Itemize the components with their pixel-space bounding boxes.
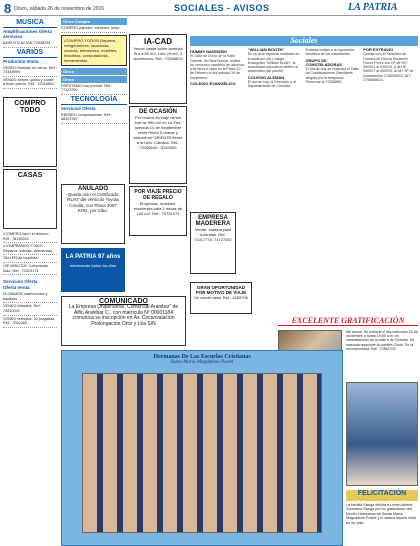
iacad-ad	[129, 34, 187, 104]
ocasion-title: DE OCASIÓN	[138, 109, 177, 115]
anulado-text: Queda nulo el Certificado RUAT del vehículo Toyota Corolla, con Placa 3007 KHG, por robo.	[67, 192, 119, 213]
article-text: El día de hoy se realizará el Taller de Constelaciones Familiares dirigido por la terapeuta. Reservas al 72365880.	[305, 67, 360, 85]
article-title: COLEGIO EVANGÉLICO “WILLIAM BOOTH”	[190, 48, 285, 87]
iacad-text: Vendo casas sobre avenida Sur a 55 m2. Lote 20 m2, 3 dormitorios. Ref.: 72596623	[133, 46, 183, 61]
graduation-group-photo	[82, 373, 322, 533]
graduation-subtitle: Santa María Magdalena Postel	[170, 360, 234, 365]
promo-title: LA PATRIA 97 años	[65, 254, 121, 260]
empresa-title: EMPRESA MADERERA	[195, 215, 231, 227]
article-text: En su acto especial realizado en el auditorio del Colegio Evangélico “William Booth”, la comunidad educativa celebró el aniversario del plantel.	[247, 52, 300, 74]
comunicado-text: La Empresa Unipersonal “Comercial Aranibar” de Alfio Aranibar C., con matrícula Nº 00001184 comunica su inscripción en Av. Circunvalación Prolongación Ortiz y Lira S/N	[68, 303, 179, 328]
sociales-articles	[190, 48, 418, 278]
page-header	[0, 0, 420, 16]
compro-todo-ad	[3, 97, 57, 167]
article-title: COLEGIO ALEMÁN	[247, 74, 285, 80]
classified-ad: ¡COMPRO lote!! el término. Ref.: 78130001	[3, 231, 57, 243]
anulado-title: ANULADO	[78, 186, 108, 192]
classified-ad: COMPRO papeles, cartones, yeso.	[61, 25, 127, 33]
classified-ad: TALLER de muebles.	[3, 255, 57, 263]
servicios-category: Servicios Oferta	[61, 105, 96, 111]
casas-ad	[3, 169, 57, 229]
anulado-notice	[61, 184, 125, 244]
viaje-oportunidad-ad	[190, 282, 252, 314]
graduation-panel	[61, 350, 343, 546]
viaje-text: Empresas, muebles, excelentes sala 2 fresas de 100 m2. Ref.: 70701974	[133, 201, 183, 216]
article-title: POR EXTRAVÍO	[363, 48, 394, 52]
compro-todo-title: COMPRO TODO	[14, 99, 46, 114]
casas-title: CASAS	[17, 171, 43, 179]
viaje-title: POR VIAJE PRECIO DE REGALO	[134, 189, 182, 201]
oportunidad-title: GRAN OPORTUNIDAD POR MOTIVO DE VIAJE	[195, 285, 247, 295]
classified-ad: REPARO computadoras. Ref.: 68157397	[61, 112, 127, 124]
article-text: Queda nulo el Talonario de Factura de Reyna Elizabeth Flores Pérez con Nº de NIT: 000001 al 000016, y del Nº 050007 al 050019, al NIT Nº de Autorización 2756558011 NIT 2756558011.	[363, 52, 414, 83]
article-1	[190, 50, 245, 80]
promo-subtitle: Informando todos los días	[69, 263, 117, 268]
page-date: Oruro, sábado 26 de noviembre de 2016	[14, 6, 105, 12]
otros-bar-2: Otros	[61, 76, 127, 83]
classified-ad: VENDO televisor, 32 pulgadas. Ref.: 7261065	[3, 316, 57, 328]
excelente-gratificacion-title: EXCELENTE GRATIFICACIÓN	[278, 316, 418, 326]
musica-heading: MÚSICA	[3, 18, 57, 28]
classified-ad: VENDO televisor. Ref.: 72810001	[3, 303, 57, 315]
comunicado-title: COMUNICADO	[99, 298, 148, 305]
tecnologia-heading: TECNOLOGÍA	[61, 95, 127, 105]
classified-ad: PRÉSTAMO con prenda. Ref.: 77117250	[61, 83, 127, 95]
empresa-text: Vende: madera para viviendas. Ref.: 71017778, 71727267	[194, 227, 232, 242]
newspaper-brand: LA PATRIA	[348, 2, 398, 13]
classified-ad: FILMAMOS matrimonios y bautizos	[3, 291, 57, 303]
iacad-title: IA-CAD	[144, 37, 172, 46]
viaje-ad	[129, 186, 187, 236]
varios-heading: VARIOS	[3, 48, 57, 58]
left-classifieds-column	[3, 18, 57, 546]
ocasion-ad	[129, 106, 187, 184]
article-text: El día de hoy, la Dirección y el Departamento de Ciencias Exactas invitan a la exposición científica de los estudiantes.	[247, 48, 355, 89]
compro-todo-text: ¡COMPRO TODO!!! Reparos, refrigeradores, lavadoras, cocinas, televisores, muebles, bicicletas, computadoras, herramientas.	[64, 37, 118, 63]
graduate-photo	[346, 382, 418, 486]
compro-todo-box	[61, 35, 127, 66]
oportunidad-ad	[129, 298, 133, 302]
page-number: 8	[4, 1, 12, 16]
classified-ad: AMPLIFICACIÓN 73348794	[3, 40, 57, 48]
classified-ad: VENDO ánfora, gatos y cordel a buen precio. Ref.: 72316601	[3, 77, 57, 89]
comunicado-notice	[61, 296, 186, 346]
oportunidad-text: Se vende casa. Ref.: 4259706	[194, 295, 248, 300]
otros-bar: Otros	[61, 68, 127, 75]
right-classifieds-column	[129, 34, 187, 294]
productos-category: Productos Venta	[3, 58, 39, 64]
classified-ad: VENDO Maniquí en venta. Ref.: 72448959	[3, 65, 57, 77]
article-4	[306, 59, 361, 85]
amplif-category: Amplificaciones Oferta servicios	[3, 29, 53, 39]
article-title: HUMMY NAVIDEÑO	[190, 49, 227, 54]
la-patria-promo	[61, 248, 125, 292]
ocasion-text: Por motivo de viaje vendo lote de 990 m2 en La Paz, avenida 14 de Septiembre entre Pedro Echavar y Alamos en ORIENTE frente a la Univ. Católica. Ref.: 72490649 - 5242520	[133, 115, 183, 150]
article-title: GRUPO DE CONSTELADORAS	[305, 57, 342, 67]
classified-ad: ¡COMPRAMOS TODO! Reparos, estufas, televisores.	[3, 243, 57, 255]
classified-ad: ¡SE MINUTO!! Comprando todo. Ref.: 72319174	[3, 263, 57, 275]
article-text: El Gato de Oruro de la Salle Oriente, del Nivel Inicial, realiza un concurso navideño de adornos y se lleva a cabo en la Plaza 10 de Febrero el día sábado 26 de noviembre.	[190, 54, 245, 80]
graduation-title: Hermanas De Las Escuelas Cristianas	[153, 354, 251, 360]
felicitacion-text: La familia Sanga felicita a Lineth Arlene Gonzales Sanga por su graduación del Kinder Hermanas de Santa María Magdalena Postel y le desea mucho éxito en su vida.	[346, 503, 417, 525]
otros-compra-bar: Otros Compra	[61, 18, 127, 25]
lost-pet-text: Me busca. Se extravió el día miércoles 23 de noviembre a horas 19:00 a.m. en inmediaciones de la calle 6 de Octubre. Mi mascota responde al nombre Chubi. Se la recompensará. Ref.: 72862700.	[346, 330, 418, 351]
article-5	[363, 48, 418, 82]
servicios-oferta-category: Servicios Oferta	[3, 279, 38, 285]
oferta-venta-category: Oferta Venta	[3, 285, 30, 291]
felicitacion-title: FELICITACIÓN	[346, 490, 418, 501]
section-title: SOCIALES - AVISOS	[174, 3, 270, 13]
sociales-banner: Sociales	[190, 36, 418, 46]
